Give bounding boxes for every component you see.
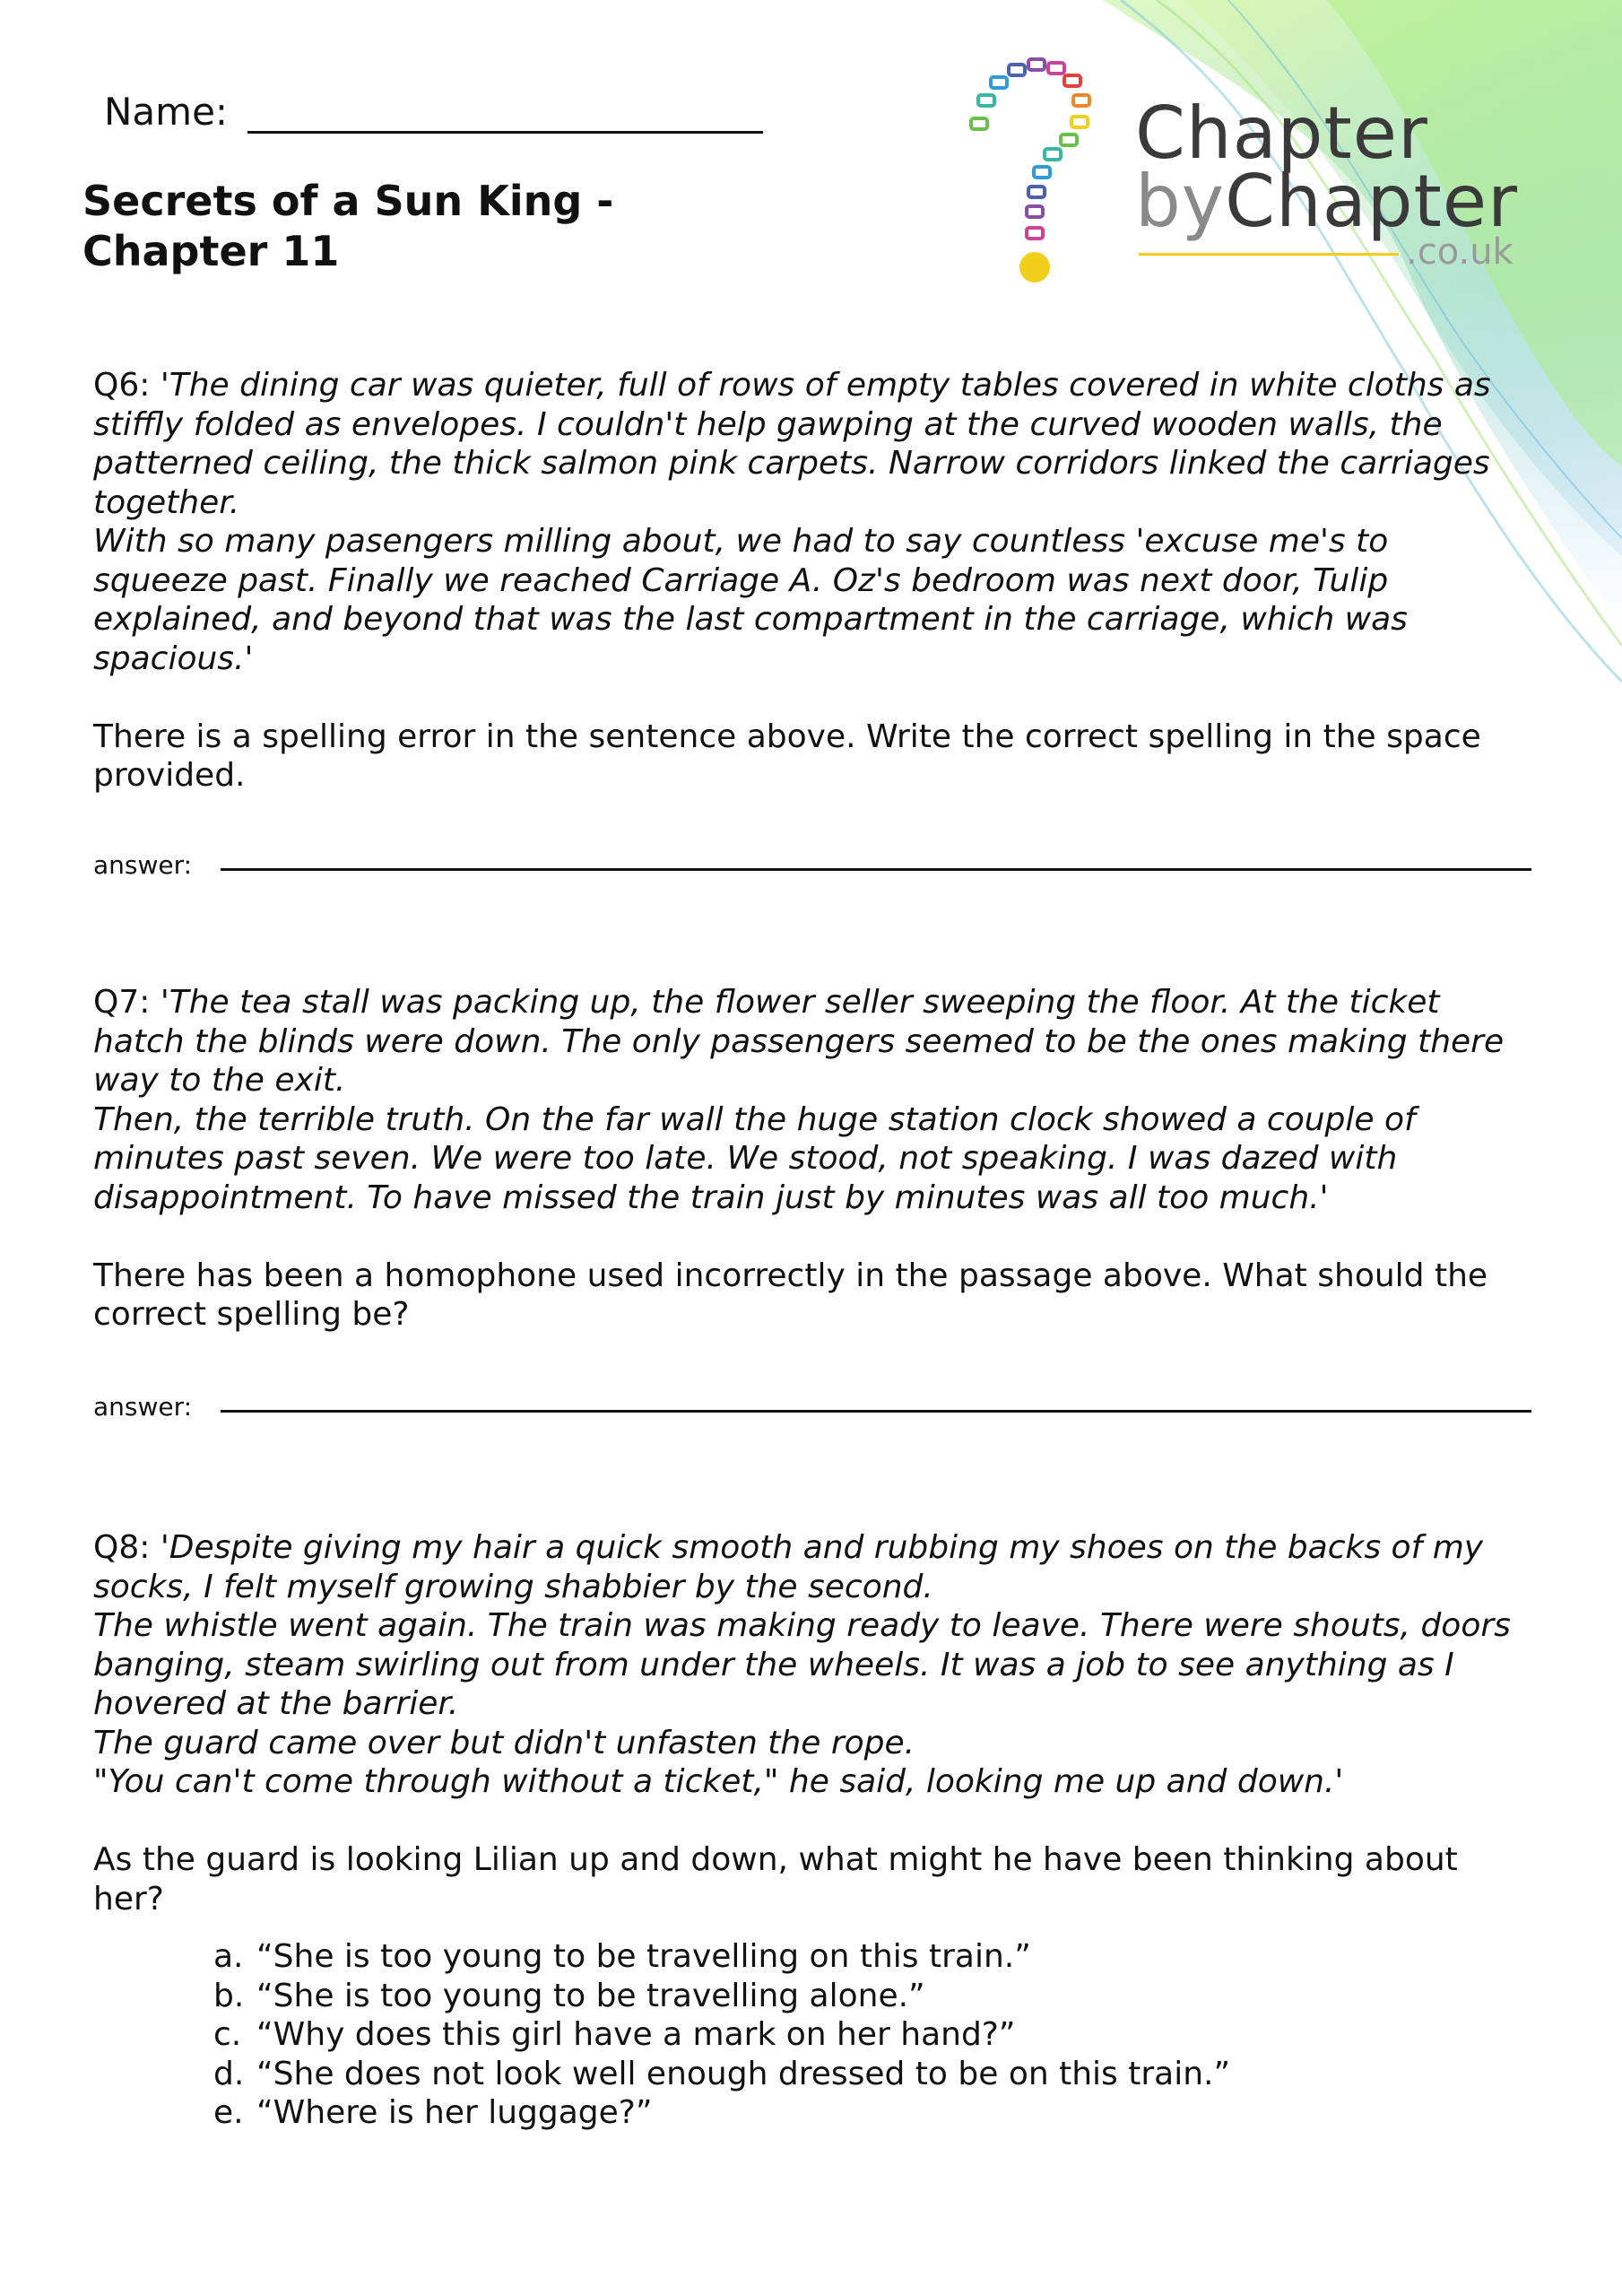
q8-option-e[interactable] bbox=[213, 2093, 1230, 2133]
question-7 bbox=[93, 983, 1528, 1335]
q8-passage-text-1: 'Despite giving my hair a quick smooth and rubbing my shoes on the backs of my socks, I felt myself growing shabbier by the second. bbox=[93, 1529, 1484, 1605]
chapter-by-chapter-logo bbox=[959, 45, 1587, 314]
q8-option-d-letter: d. bbox=[213, 2055, 245, 2092]
q6-answer-label: answer: bbox=[93, 850, 193, 880]
book-segment bbox=[1027, 206, 1043, 217]
logo-domain: .co.uk bbox=[1406, 231, 1514, 273]
book-segment bbox=[1071, 117, 1088, 127]
book-segment bbox=[978, 95, 994, 106]
q6-answer-row bbox=[93, 850, 192, 880]
q8-option-b[interactable] bbox=[213, 1977, 1230, 2016]
question-6 bbox=[93, 366, 1528, 796]
logo-word-chapter: Chapter bbox=[1135, 91, 1428, 175]
q8-passage-para-3: The guard came over but didn't unfasten the rope. bbox=[93, 1724, 915, 1761]
q8-option-a[interactable] bbox=[213, 1937, 1230, 1977]
q8-passage-para-1 bbox=[93, 1528, 1528, 1606]
q8-options-list bbox=[213, 1937, 1230, 2133]
title-line-2: Chapter 11 bbox=[82, 227, 340, 275]
q8-option-b-text: “She is too young to be travelling alone.” bbox=[256, 1977, 925, 2014]
book-segment bbox=[1045, 149, 1061, 160]
q8-option-a-letter: a. bbox=[213, 1938, 244, 1975]
book-segment bbox=[991, 77, 1007, 88]
book-segment bbox=[971, 118, 987, 129]
worksheet-title bbox=[82, 176, 613, 276]
book-segment bbox=[1027, 228, 1043, 239]
q7-answer-row bbox=[93, 1392, 192, 1422]
logo-word-by: by bbox=[1135, 160, 1226, 243]
q6-answer-line[interactable] bbox=[221, 868, 1531, 871]
q8-option-c-text: “Why does this girl have a mark on her hand?” bbox=[256, 2016, 1016, 2053]
book-segment bbox=[1028, 187, 1045, 197]
q8-option-b-letter: b. bbox=[213, 1977, 245, 2014]
q7-passage-text-1: 'The tea stall was packing up, the flower seller sweeping the floor. At the ticket hatch the blinds were down. The only passengers seemed to be the ones making there way to the exit. bbox=[93, 984, 1505, 1099]
q8-prompt: As the guard is looking Lilian up and down, what might he have been thinking about her? bbox=[93, 1841, 1458, 1918]
q8-option-e-letter: e. bbox=[213, 2094, 244, 2131]
book-segment bbox=[1034, 167, 1050, 178]
title-line-1: Secrets of a Sun King - bbox=[82, 177, 614, 225]
q8-option-d-text: “She does not look well enough dressed to be on this train.” bbox=[256, 2055, 1231, 2092]
book-segment bbox=[1064, 75, 1080, 86]
q8-option-d[interactable] bbox=[213, 2055, 1230, 2094]
q8-option-c-letter: c. bbox=[213, 2016, 242, 2053]
q8-option-c[interactable] bbox=[213, 2015, 1230, 2055]
q7-answer-label: answer: bbox=[93, 1392, 193, 1422]
question-mark-books-icon bbox=[959, 45, 1121, 314]
name-label: Name: bbox=[104, 90, 229, 134]
book-segment bbox=[1073, 95, 1089, 106]
logo-word-chapter-2: Chapter bbox=[1225, 160, 1518, 243]
q7-number: Q7: bbox=[93, 984, 151, 1021]
book-segment bbox=[1028, 59, 1045, 70]
book-segment bbox=[1048, 63, 1064, 74]
q6-passage-text-1: 'The dining car was quieter, full of rows of empty tables covered in white cloths as stiffly folded as envelopes. I couldn't help gawping at the curved wooden walls, the patterned ceiling, the thick salmon pink carpets. Narrow corridors linked the carriages together. bbox=[93, 367, 1491, 521]
q6-number: Q6: bbox=[93, 367, 151, 404]
logo-underline bbox=[1139, 253, 1399, 256]
book-segment bbox=[1009, 65, 1025, 75]
q6-prompt: There is a spelling error in the sentence above. Write the correct spelling in the space provided. bbox=[93, 718, 1481, 794]
q6-passage-para-1 bbox=[93, 366, 1528, 522]
name-field-row bbox=[104, 90, 763, 134]
q7-passage-para-1 bbox=[93, 983, 1528, 1100]
q7-prompt: There has been a homophone used incorrectly in the passage above. What should the correct spelling be? bbox=[93, 1257, 1488, 1333]
q8-passage-para-4: "You can't come through without a ticket," he said, looking me up and down.' bbox=[93, 1763, 1344, 1800]
question-dot bbox=[1019, 252, 1050, 283]
q6-passage-para-2: With so many pasengers milling about, we had to say countless 'excuse me's to squeeze past. Finally we reached Carriage A. Oz's bedroom was next door, Tulip explained, and beyond that was the last compartment in the carriage, which was spacious.' bbox=[93, 523, 1408, 677]
name-blank-line[interactable] bbox=[247, 90, 763, 134]
q8-option-a-text: “She is too young to be travelling on this train.” bbox=[256, 1938, 1031, 1975]
question-8 bbox=[93, 1528, 1528, 1918]
q7-answer-line[interactable] bbox=[221, 1410, 1531, 1413]
q7-passage-para-2: Then, the terrible truth. On the far wall the huge station clock showed a couple of minutes past seven. We were too late. We stood, not speaking. I was dazed with disappointment. To have missed the train just by minutes was all too much.' bbox=[93, 1100, 1416, 1216]
q8-option-e-text: “Where is her luggage?” bbox=[256, 2094, 653, 2131]
q8-number: Q8: bbox=[93, 1529, 151, 1566]
book-segment bbox=[1061, 135, 1077, 145]
q8-passage-para-2: The whistle went again. The train was making ready to leave. There were shouts, doors banging, steam swirling out from under the wheels. It was a job to see anything as I hovered at the barrier. bbox=[93, 1607, 1511, 1722]
